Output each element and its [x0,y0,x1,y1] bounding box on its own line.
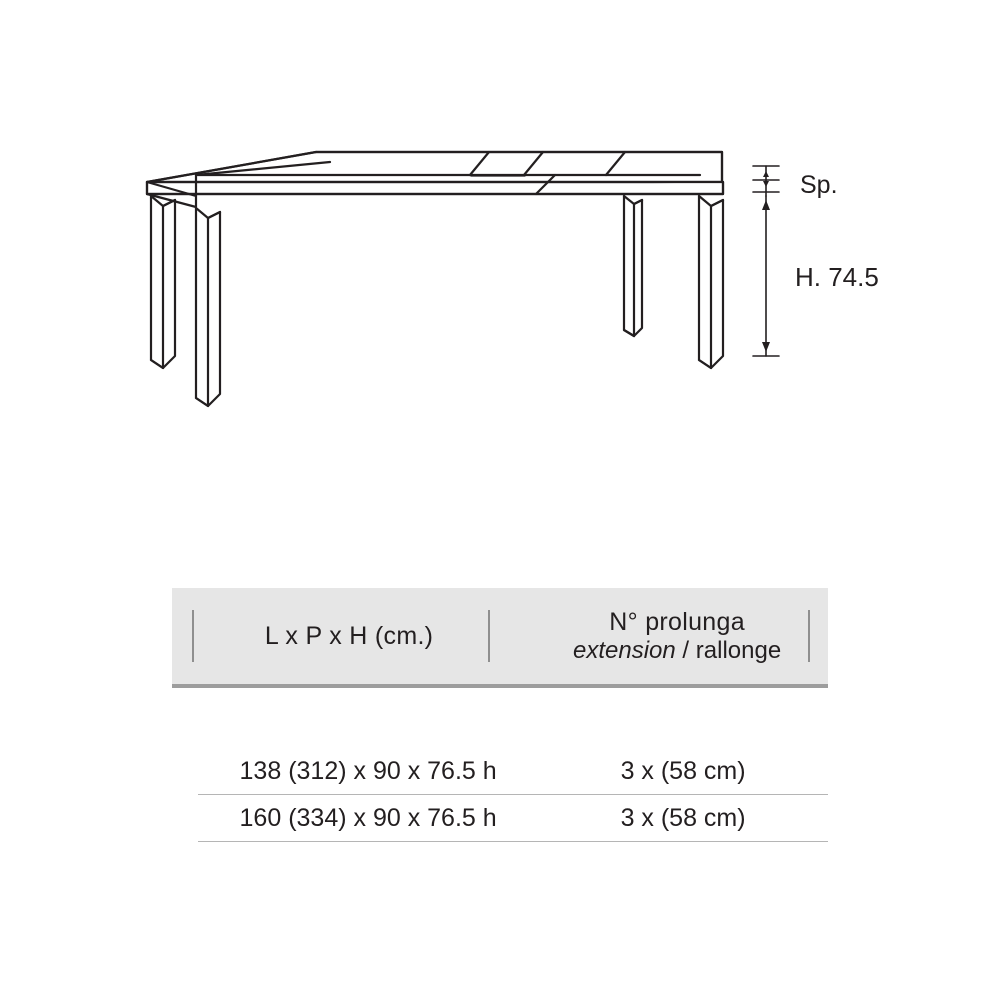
header-extensions-label-translations [573,637,781,665]
row-extensions-value: 3 x (58 cm) [620,756,746,785]
header-cell-dimensions [172,588,526,684]
specifications-table [172,588,828,832]
header-extensions-separator: / [675,636,696,664]
header-dimensions-label: L x P x H (cm.) [264,621,434,650]
header-cell-extensions [526,588,828,684]
table-row [198,748,828,795]
thickness-dimension-label: Sp. [800,171,838,199]
table-row [198,795,828,842]
header-extensions-english: extension [573,636,676,664]
table-header-band [172,588,828,684]
table-body [198,748,828,842]
row-size-value: 160 (334) x 90 x 76.5 h [239,803,497,832]
header-underline [172,684,828,688]
header-extensions-label-it: N° prolunga [609,607,745,636]
row-extensions-value: 3 x (58 cm) [620,803,746,832]
row-size-value: 138 (312) x 90 x 76.5 h [239,756,497,785]
height-dimension-label: H. 74.5 [795,262,879,292]
header-extensions-french: rallonge [695,636,782,664]
